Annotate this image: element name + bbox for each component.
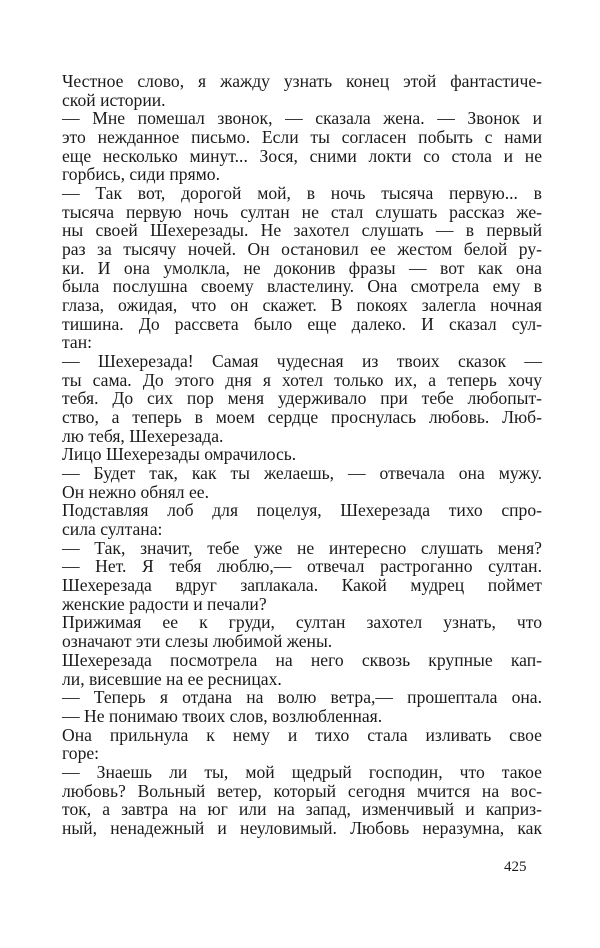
text-line: — Шехерезада! Самая чудесная из твоих сказок —	[62, 351, 542, 372]
text-line: Прижимая ее к груди, султан захотел узнать, что	[62, 612, 542, 633]
text-line: Он нежно обнял ее.	[62, 481, 209, 502]
text-line: Подставляя лоб для поцелуя, Шехерезада тихо спро-	[62, 500, 542, 521]
text-line: горбись, сиди прямо.	[62, 164, 220, 185]
text-line: тебя. До сих пор меня удерживало при тебе любопыт-	[62, 388, 542, 409]
text-line: ток, а завтра на юг или на запад, изменчивый и каприз-	[62, 799, 542, 820]
text-line: лю тебя, Шехерезада.	[62, 425, 224, 446]
text-line: ки. И она умолкла, не доконив фразы — вот как она	[62, 257, 542, 278]
text-line: еще несколько минут... Зося, сними локти со стола и не	[62, 145, 542, 166]
text-line: означают эти слезы любимой жены.	[62, 631, 333, 652]
text-line: Лицо Шехерезады омрачилось.	[62, 444, 297, 465]
text-line: ли, висевшие на ее ресницах.	[62, 668, 282, 689]
text-line: — Будет так, как ты желаешь, — отвечала она мужу.	[62, 463, 542, 484]
text-line: ный, ненадежный и неуловимый. Любовь неразумна, как	[62, 817, 542, 838]
text-line: ской истории.	[62, 89, 166, 110]
text-line: — Нет. Я тебя люблю,— отвечал растроганно султан.	[62, 556, 542, 577]
text-line: Честное слово, я жажду узнать конец этой фантастиче-	[62, 71, 542, 91]
text-line: горе:	[62, 743, 100, 764]
text-line: женские радости и печали?	[62, 593, 267, 614]
text-line: глаза, ожидая, что он скажет. В покоях залегла ночная	[62, 295, 542, 316]
text-line: — Мне помешал звонок, — сказала жена. — Звонок и	[62, 108, 542, 129]
text-line: ны своей Шехерезады. Не захотел слушать — в первый	[62, 220, 542, 241]
text-line: сила султана:	[62, 519, 163, 540]
text-line: ство, а теперь в моем сердце проснулась любовь. Люб-	[62, 407, 542, 428]
text-line: — Знаешь ли ты, мой щедрый господин, что такое	[62, 761, 542, 782]
text-line: — Так, значит, тебе уже не интересно слушать меня?	[62, 537, 542, 558]
text-line: — Так вот, дорогой мой, в ночь тысяча первую... в	[62, 183, 542, 204]
text-line: — Не понимаю твоих слов, возлюбленная.	[62, 705, 383, 726]
text-line: Она прильнула к нему и тихо стала изливать свое	[62, 724, 542, 745]
text-line: — Теперь я отдана на волю ветра,— прошептала она.	[62, 687, 542, 708]
text-line: ты сама. До этого дня я хотел только их, а теперь хочу	[62, 369, 542, 390]
text-line: тишина. До рассвета было еще далеко. И сказал сул-	[62, 313, 542, 334]
page-number: 425	[504, 859, 527, 875]
text-line: была послушна своему властелину. Она смотрела ему в	[62, 276, 542, 297]
text-line: тан:	[62, 332, 93, 353]
text-line: тысяча первую ночь султан не стал слушать рассказ же-	[62, 201, 542, 222]
text-line: Шехерезада посмотрела на него сквозь крупные кап-	[62, 649, 542, 670]
text-line: раз за тысячу ночей. Он остановил ее жестом белой ру-	[62, 239, 542, 260]
page-text	[62, 72, 542, 838]
text-line: Шехерезада вдруг заплакала. Какой мудрец поймет	[62, 575, 542, 596]
text-line: любовь? Вольный ветер, который сегодня мчится на вос-	[62, 780, 542, 801]
text-line: это нежданное письмо. Если ты согласен побыть с нами	[62, 127, 542, 148]
